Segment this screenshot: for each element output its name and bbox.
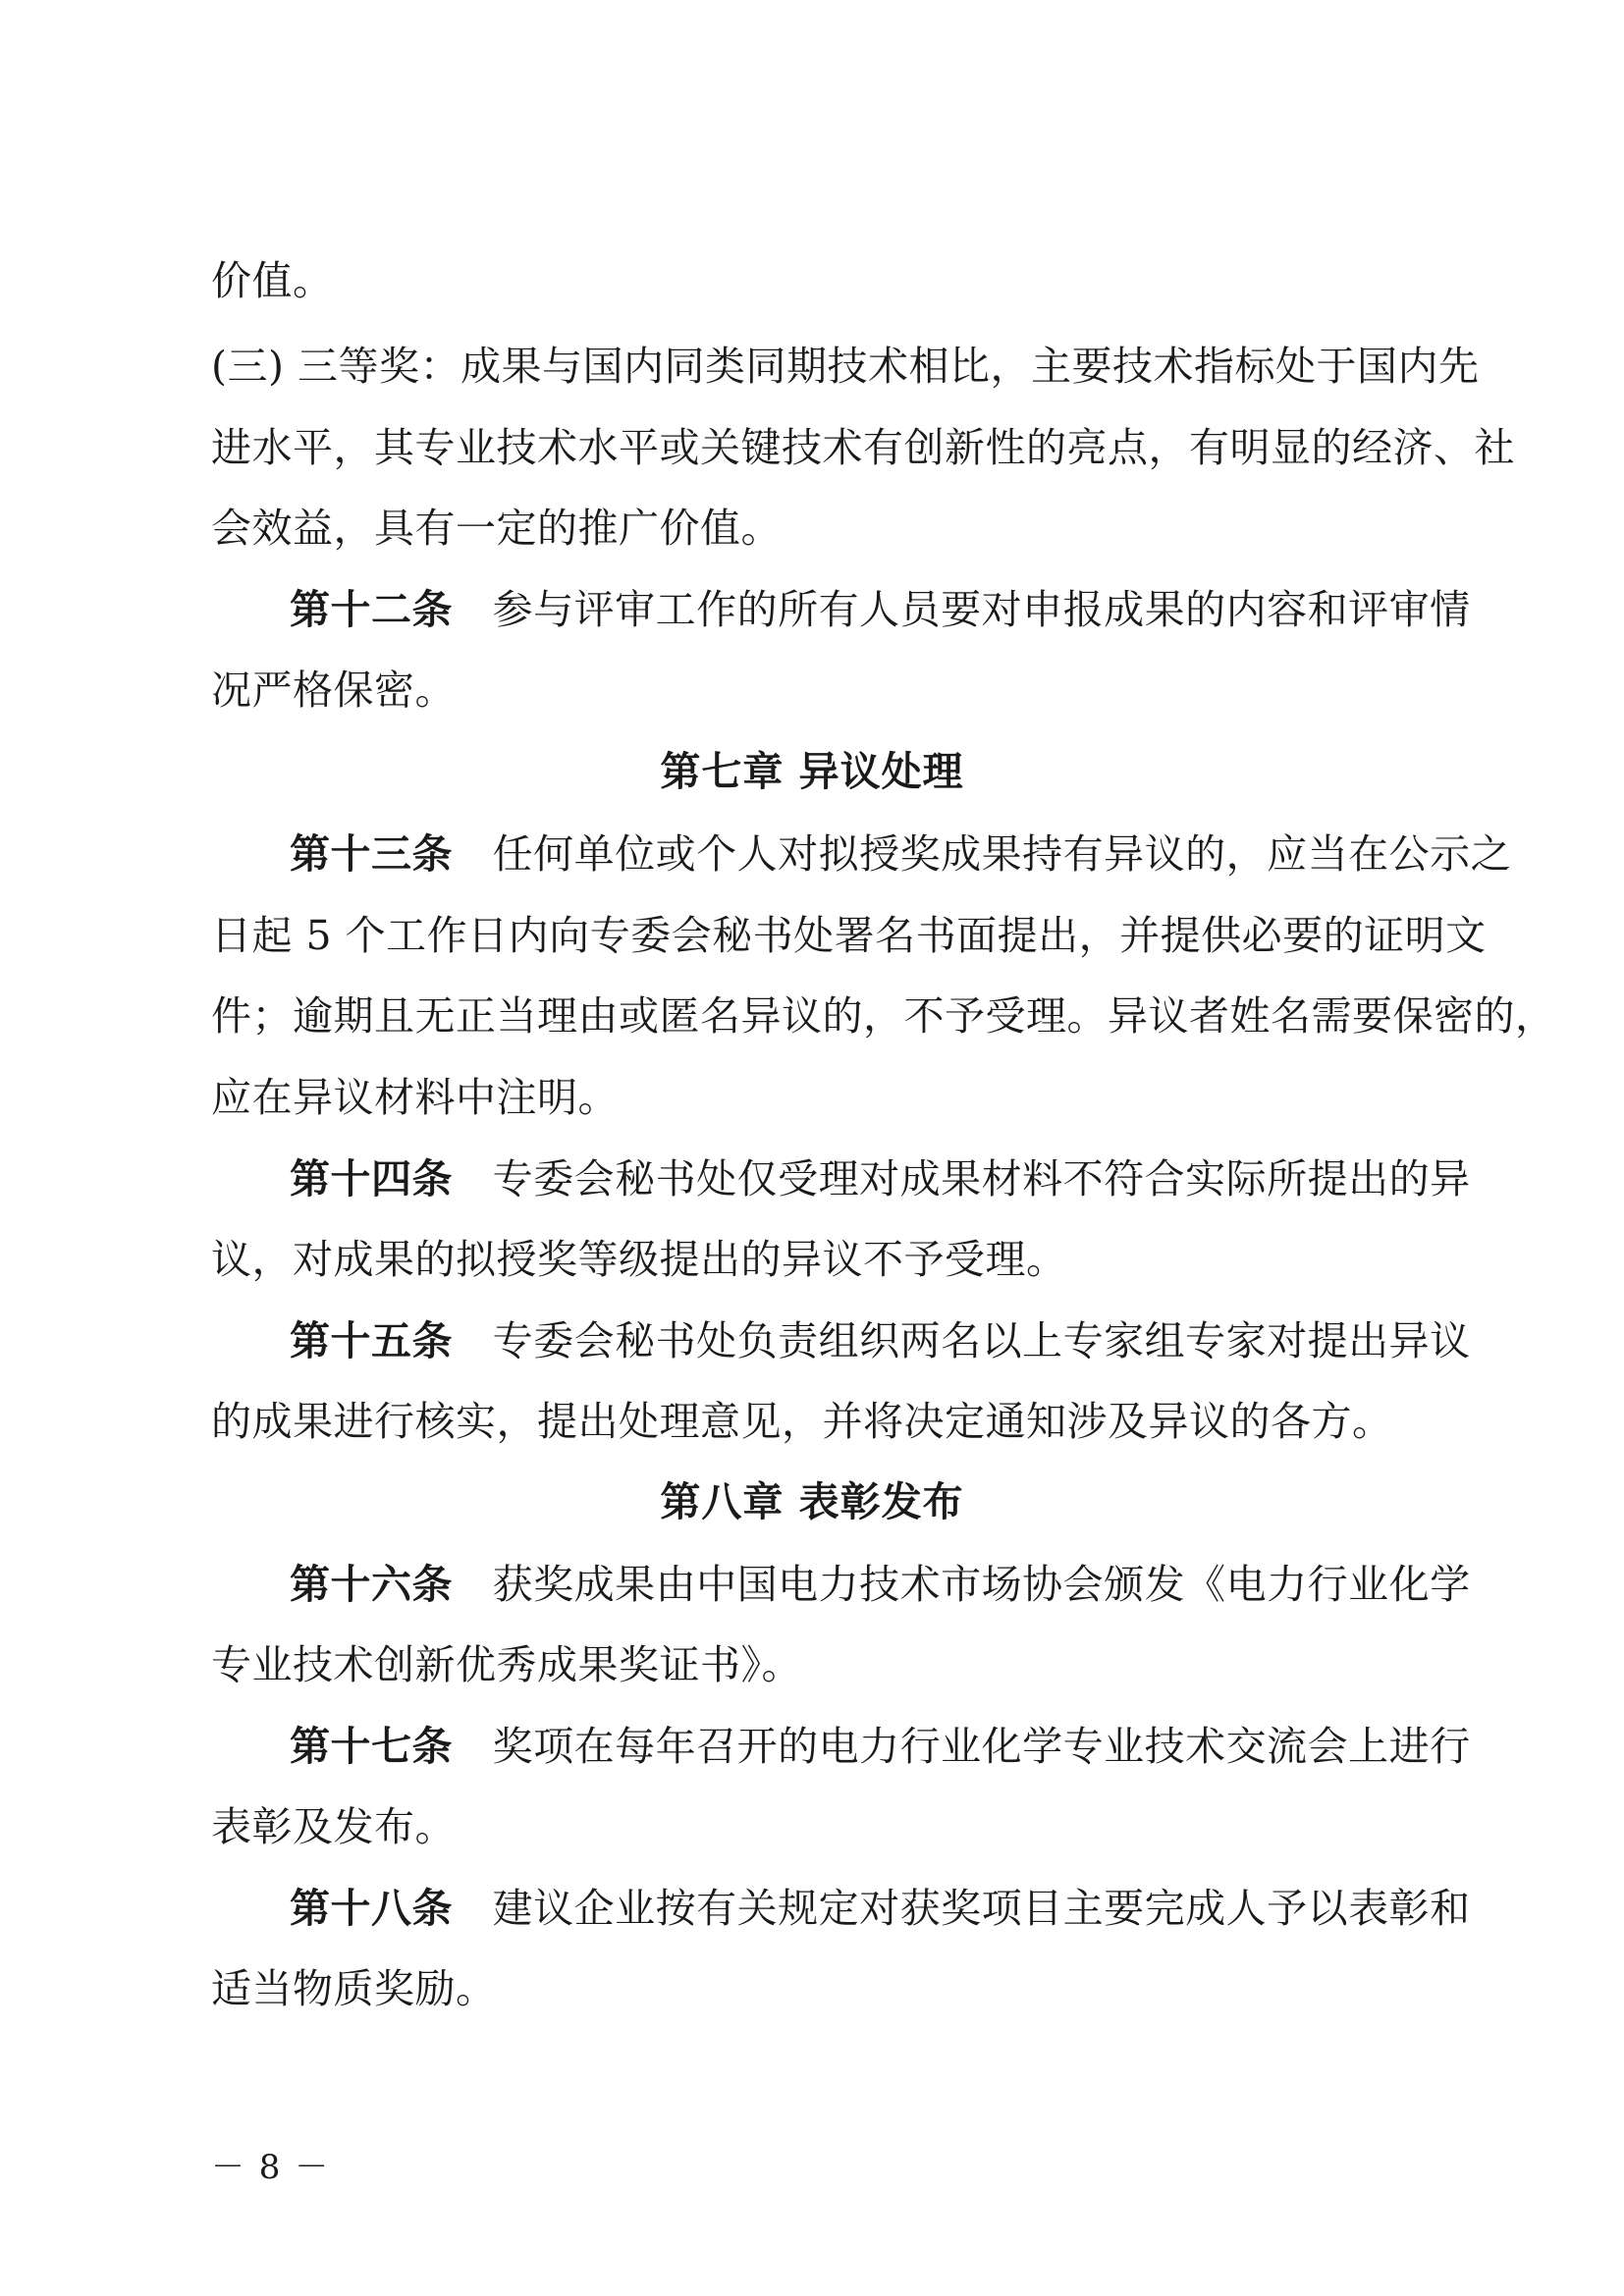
paragraph-line: 的成果进行核实，提出处理意见，并将决定通知涉及异议的各方。	[211, 1398, 1393, 1445]
article-18-line	[290, 1881, 1507, 1936]
article-13-line	[290, 827, 1512, 881]
article-12-title: 第十二条	[290, 586, 453, 633]
article-15-line	[290, 1313, 1507, 1368]
paragraph-line: 表彰及发布。	[211, 1803, 456, 1850]
article-18-title: 第十八条	[290, 1885, 453, 1932]
paragraph-line: 议，对成果的拟授奖等级提出的异议不予受理。	[211, 1236, 1067, 1283]
article-16-line	[290, 1557, 1507, 1612]
page-number: － 8 －	[211, 2148, 331, 2187]
paragraph-line: 况严格保密。	[211, 667, 456, 714]
paragraph-line: 价值。	[211, 257, 334, 304]
article-15-body: 专委会秘书处负责组织两名以上专家组专家对提出异议	[492, 1317, 1471, 1364]
paragraph-line: 专业技术创新优秀成果奖证书》。	[211, 1641, 802, 1688]
article-16-body: 获奖成果由中国电力技术市场协会颁发《电力行业化学	[492, 1561, 1471, 1608]
paragraph-line: 件；逾期且无正当理由或匿名异议的，不予受理。异议者姓名需要保密的，	[211, 992, 1556, 1040]
paragraph-line: 应在异议材料中注明。	[211, 1074, 619, 1121]
article-12-line	[290, 582, 1507, 637]
article-17-title: 第十七条	[290, 1723, 453, 1770]
article-14-body: 专委会秘书处仅受理对成果材料不符合实际所提出的异	[492, 1155, 1471, 1202]
article-15-title: 第十五条	[290, 1317, 453, 1364]
paragraph-line: 会效益，具有一定的推广价值。	[211, 505, 782, 552]
paragraph-line: 适当物质奖励。	[211, 1965, 497, 2012]
paragraph-line: 进水平，其专业技术水平或关键技术有创新性的亮点，有明显的经济、社	[211, 424, 1515, 471]
article-14-line	[290, 1151, 1507, 1206]
article-12-body: 参与评审工作的所有人员要对申报成果的内容和评审情	[492, 586, 1471, 633]
article-17-line	[290, 1719, 1507, 1774]
chapter-8-heading: 第八章 表彰发布	[660, 1478, 964, 1525]
article-13-body: 任何单位或个人对拟授奖成果持有异议的，应当在公示之	[492, 830, 1512, 878]
paragraph-line: (三) 三等奖：成果与国内同类同期技术相比，主要技术指标处于国内先	[211, 343, 1480, 390]
article-17-body: 奖项在每年召开的电力行业化学专业技术交流会上进行	[492, 1723, 1471, 1770]
chapter-7-heading: 第七章 异议处理	[660, 748, 964, 795]
paragraph-line: 日起 5 个工作日内向专委会秘书处署名书面提出，并提供必要的证明文	[211, 912, 1487, 959]
article-13-title: 第十三条	[290, 830, 453, 878]
article-16-title: 第十六条	[290, 1561, 453, 1608]
article-18-body: 建议企业按有关规定对获奖项目主要完成人予以表彰和	[492, 1885, 1471, 1932]
article-14-title: 第十四条	[290, 1155, 453, 1202]
